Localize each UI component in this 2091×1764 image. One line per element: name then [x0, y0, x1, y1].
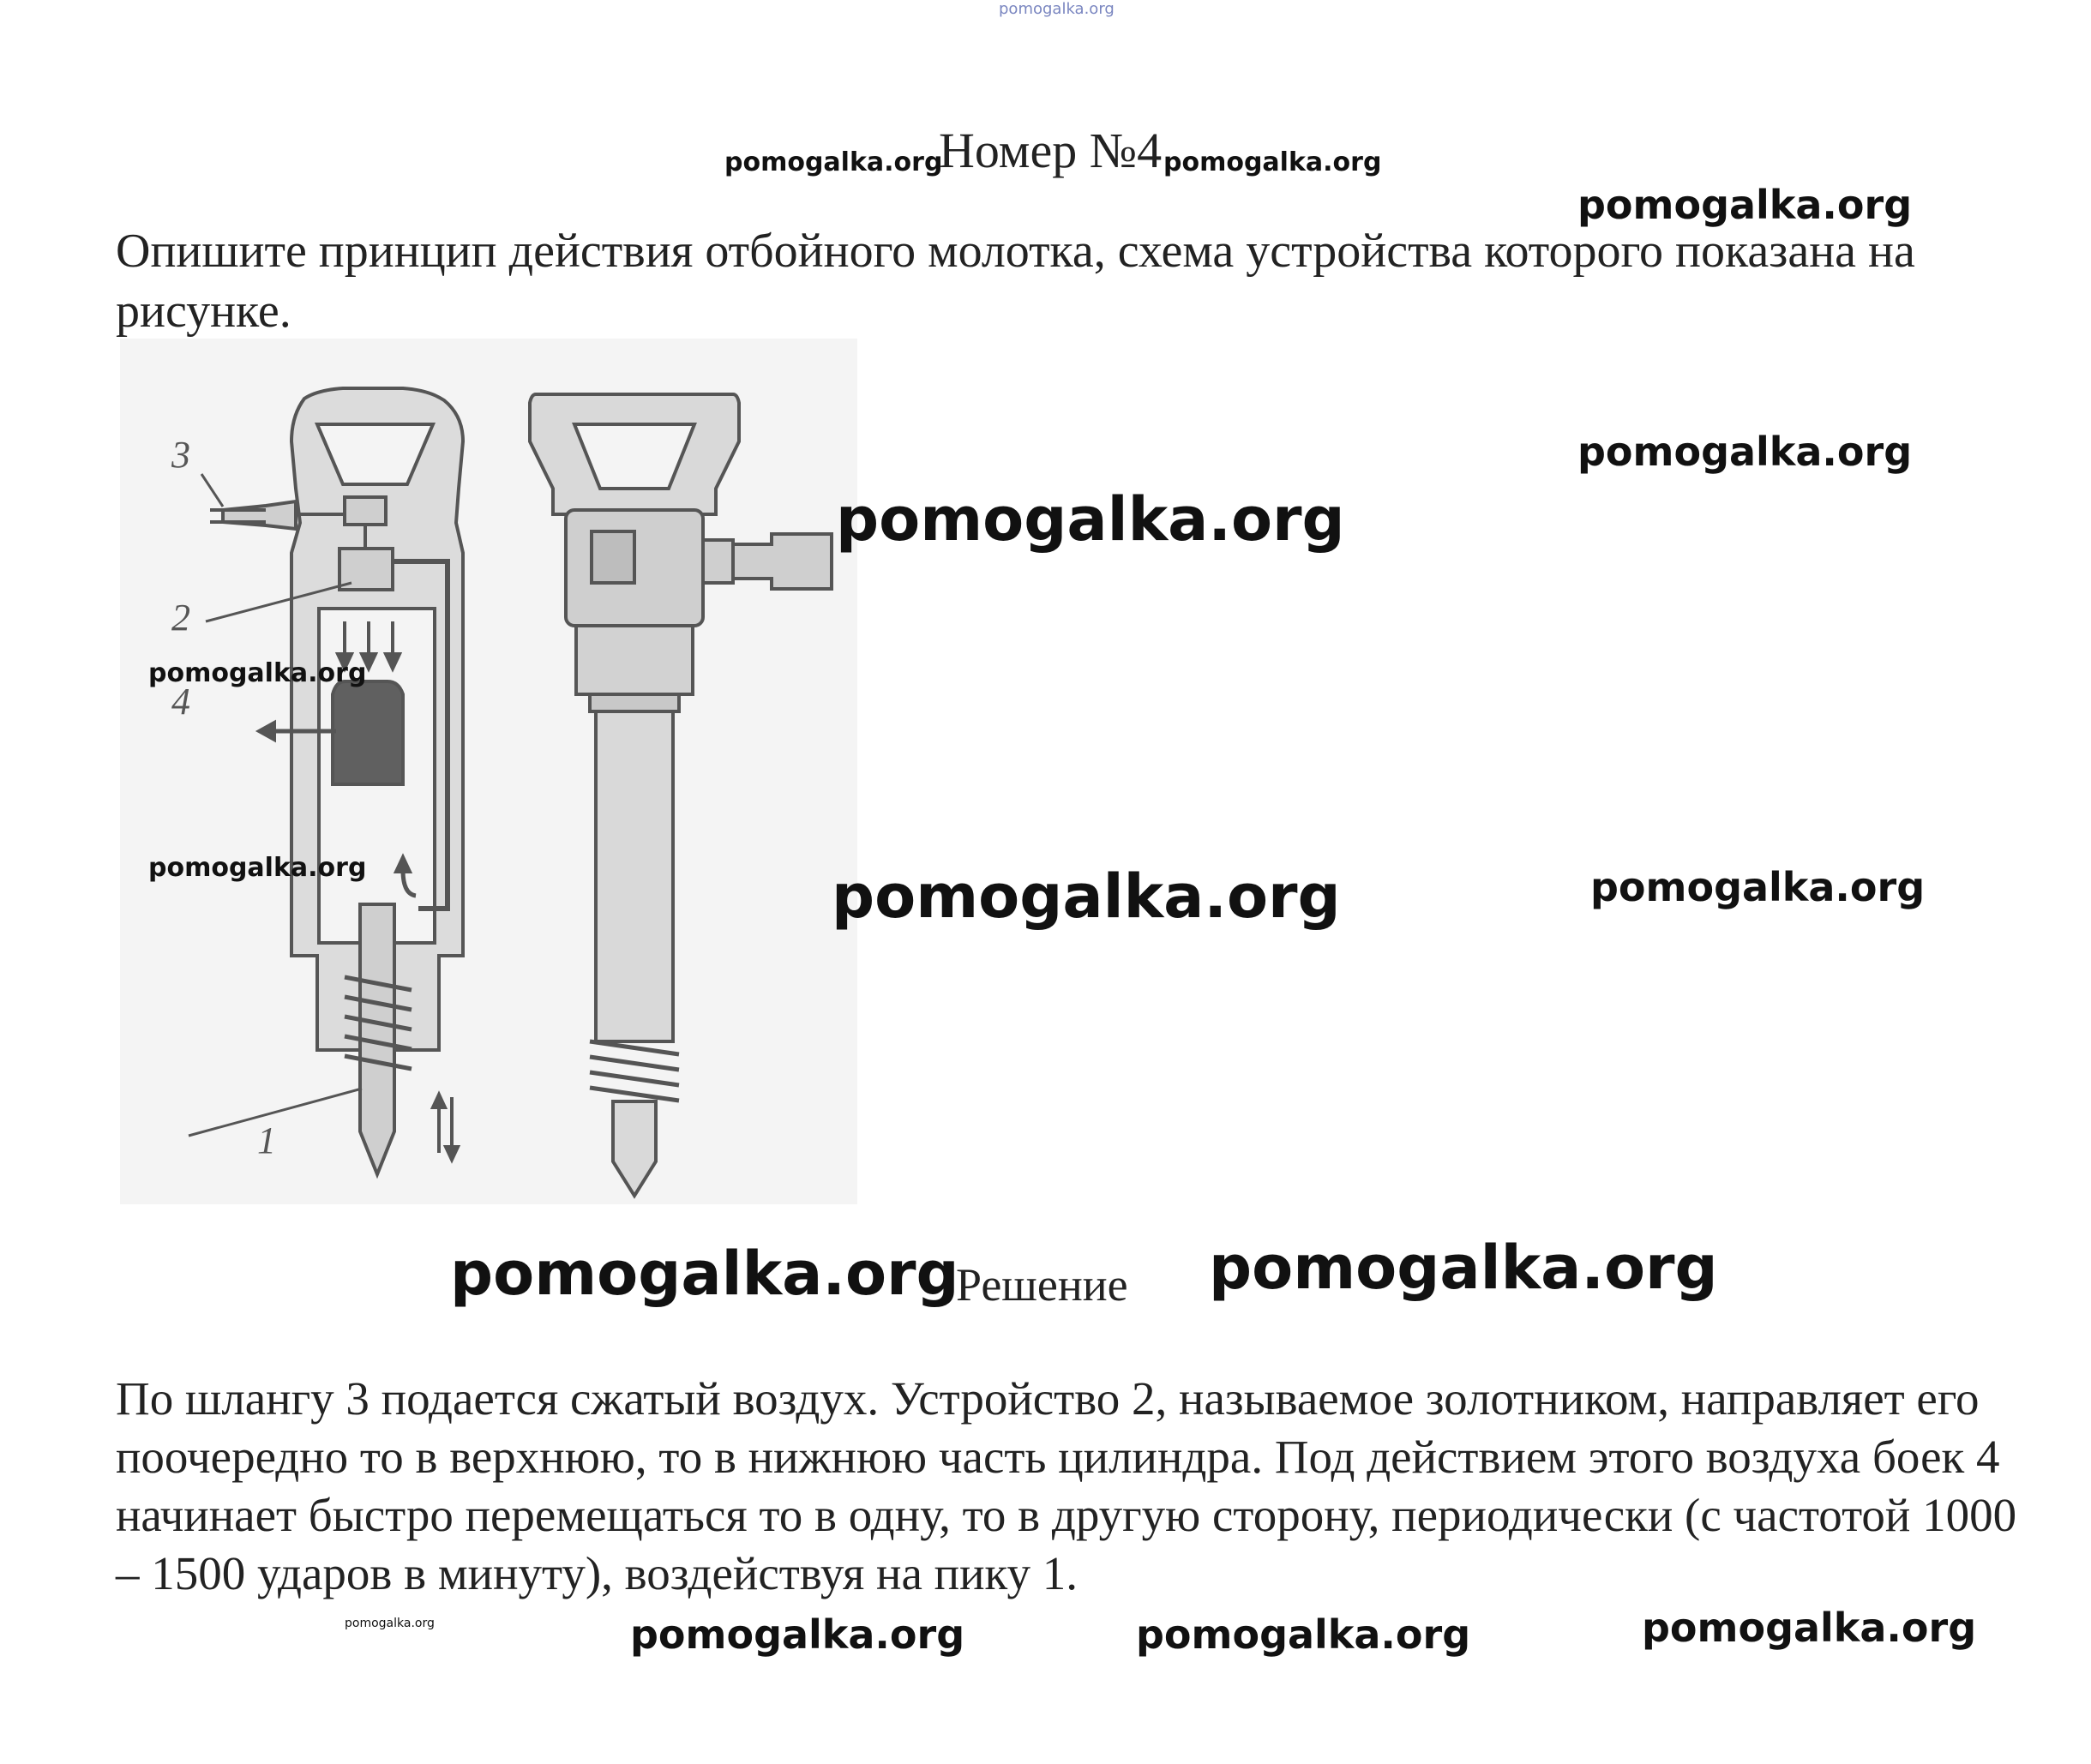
figure-label-1: 1: [257, 1119, 276, 1161]
solution-heading: Решение: [956, 1259, 1128, 1311]
watermark: pomogalka.org: [1577, 429, 1913, 475]
watermark: pomogalka.org: [450, 1239, 959, 1309]
figure-label-2: 2: [171, 597, 190, 639]
watermark: pomogalka.org: [148, 853, 367, 883]
watermark: pomogalka.org: [999, 0, 1115, 18]
watermark: pomogalka.org: [1642, 1605, 1977, 1651]
watermark: pomogalka.org: [836, 484, 1345, 555]
watermark: pomogalka.org: [1590, 864, 1926, 910]
watermark: pomogalka.org: [1577, 182, 1913, 228]
page-title: Номер №4: [939, 123, 1163, 178]
task-text: Опишите принцип действия отбойного молотка, схема устройства которого показана на рисунке.: [116, 225, 1915, 338]
watermark: pomogalka.org: [1209, 1233, 1718, 1303]
watermark: pomogalka.org: [1136, 1611, 1471, 1658]
watermark: pomogalka.org: [345, 1617, 435, 1630]
figure-background: [120, 339, 857, 1204]
watermark: pomogalka.org: [630, 1611, 965, 1658]
watermark: pomogalka.org: [148, 658, 367, 688]
figure-label-3: 3: [171, 434, 190, 476]
watermark: pomogalka.org: [832, 861, 1341, 932]
watermark: pomogalka.org: [724, 147, 943, 177]
jackhammer-figure: [120, 339, 857, 1204]
solution-text: По шлангу 3 подается сжатый воздух. Устройство 2, называемое золотником, направляет его поочередно то в верхнюю, то в нижнюю часть цилиндра. Под действием этого воздуха боек 4 начинает быстро перемещаться то в одну, то в другую сторону, периодически (с частотой 1000 – 1500 ударов в минуту), воздействуя на пику 1.: [116, 1372, 2017, 1599]
figure-label-4: 4: [171, 681, 190, 723]
watermark: pomogalka.org: [1163, 147, 1382, 177]
